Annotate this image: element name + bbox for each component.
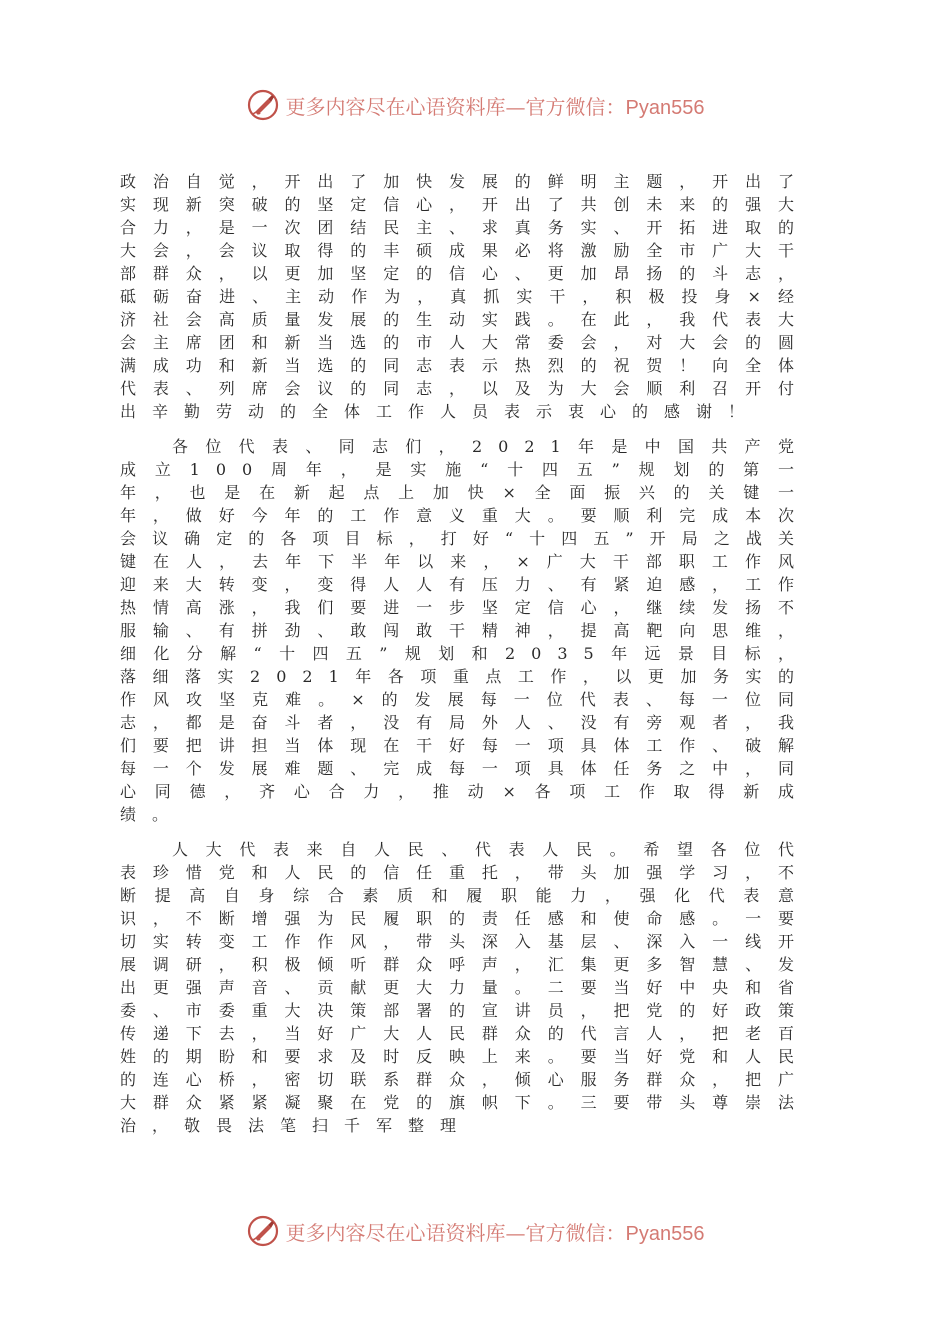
paragraph-2: 各位代表、同志们，2021年是中国共产党成立100周年，是实施“十四五”规划的第一年，也是在新起点上加快×全面振兴的关键一年，做好今年的工作意义重大。要顺利完成本次会议确定的各项目标，打好“十四五”开局之战关键在人，去年下半年以来，×广大干部职工作风迎来大转变，变得人人有压力、有紧迫感，工作热情高涨，我们要进一步坚定信心，继续发扬不服输、有拼劲、敢闯敢干精神，提高靶向思维，细化分解“十四五”规划和2035年远景目标，落细落实2021年各项重点工作，以更加务实的作风攻坚克难。×的发展每一位代表、每一位同志，都是奋斗者，没有局外人、没有旁观者，我们要把讲担当体现在干好每一项具体工作、破解每一个发展难题、完成每一项具体任务之中，同心同德，齐心合力，推动×各项工作取得新成绩。 [120,437,810,824]
pen-seal-logo-icon [246,1214,280,1248]
wechat-id: Pyan556 [625,1222,705,1245]
paragraph-3: 人大代表来自人民、代表人民。希望各位代表珍惜党和人民的信任重托，带头加强学习，不断提高自身综合素质和履职能力，强化代表意识，不断增强为民履职的责任感和使命感。一要切实转变工作作风，带头深入基层、深入一线开展调研，积极倾听群众呼声，汇集更多智慧、发出更强声音、贡献更大力量。二要当好中央和省委、市委重大决策部署的宣讲员，把党的好政策传递下去，当好广大人民群众的代言人，把老百姓的期盼和要求及时反映上来。要当好党和人民的连心桥，密切联系群众，倾心服务群众，把广大群众紧紧凝聚在党的旗帜下。三要带头尊崇法治，敬畏法笔扫千军整理 [120,840,810,1135]
wechat-id: Pyan556 [625,96,705,119]
pen-seal-logo-icon [246,88,280,122]
document-body [120,170,810,1149]
header-banner [0,85,950,125]
banner-text: 更多内容尽在心语资料库—官方微信：Pyan556 [285,94,705,119]
footer-banner [0,1211,950,1251]
banner-text: 更多内容尽在心语资料库—官方微信：Pyan556 [285,1220,705,1245]
paragraph-1: 政治自觉，开出了加快发展的鲜明主题，开出了实现新突破的坚定信心，开出了共创未来的强大合力，是一次团结民主、求真务实、开拓进取的大会，会议取得的丰硕成果必将激励全市广大干部群众，以更加坚定的信心、更加昂扬的斗志，砥砺奋进、主动作为，真抓实干，积极投身×经济社会高质量发展的生动实践。在此，我代表大会主席团和新当选的市人大常委会，对大会的圆满成功和新当选的同志表示热烈的祝贺！向全体代表、列席会议的同志，以及为大会顺利召开付出辛勤劳动的全体工作人员表示衷心的感谢！ [120,172,810,421]
